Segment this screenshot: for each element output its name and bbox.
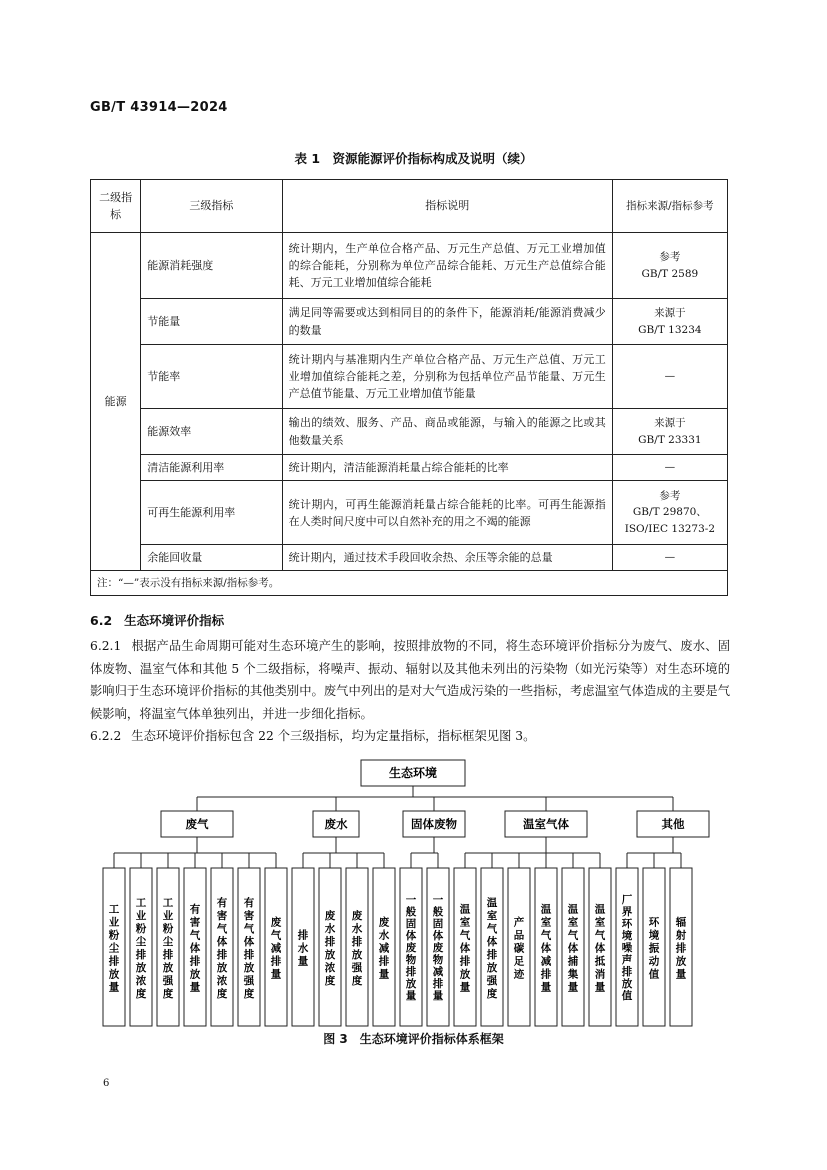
leaf-node-label: 有害气体排放量	[189, 903, 201, 994]
category-node-label: 废气	[185, 817, 209, 831]
category-node-label: 固体废物	[411, 817, 457, 831]
table-row	[91, 481, 728, 545]
indicator-desc: 统计期内与基准期内生产单位合格产品、万元生产总值、万元工业增加值综合能耗之差，分别称为包括单位产品节能量、万元生产总值节能量、万元工业增加值节能量	[282, 345, 612, 409]
indicator-source: 来源于 GB/T 13234	[612, 299, 727, 345]
indicator-name: 清洁能源利用率	[141, 455, 282, 481]
indicator-desc: 统计期内，通过技术手段回收余热、余压等余能的总量	[282, 545, 612, 571]
leaf-node-label: 有害气体排放浓度	[216, 897, 228, 1000]
indicator-name: 余能回收量	[141, 545, 282, 571]
leaf-node-label: 温室气体捕集量	[567, 903, 579, 994]
paragraph-6-2-1	[90, 635, 730, 725]
leaf-node-label: 工业粉尘排放量	[108, 903, 120, 994]
leaf-node-label: 温室气体减排量	[540, 903, 552, 994]
leaf-node-label: 环境振动值	[648, 916, 660, 981]
indicator-source: 来源于 GB/T 23331	[612, 409, 727, 455]
table-title: 表 1 资源能源评价指标构成及说明（续）	[294, 151, 533, 166]
indicator-name: 节能量	[141, 299, 282, 345]
category-node-label: 废水	[324, 817, 348, 831]
leaf-node-label: 排水量	[297, 929, 309, 968]
indicator-name: 可再生能源利用率	[141, 481, 282, 545]
table-row	[91, 545, 728, 571]
header-level3: 三级指标	[141, 180, 282, 233]
indicator-source: —	[612, 455, 727, 481]
paragraph-6-2-2	[90, 725, 730, 748]
leaf-node-label: 有害气体排放强度	[243, 897, 255, 1000]
category-node-label: 其他	[661, 817, 685, 831]
indicator-source: —	[612, 545, 727, 571]
table-row	[91, 345, 728, 409]
leaf-node-label: 温室气体抵消量	[594, 903, 606, 994]
paragraph-number: 6.2.2	[90, 729, 122, 743]
indicator-desc: 统计期内，生产单位合格产品、万元生产总值、万元工业增加值的综合能耗，分别称为单位产品综合能耗、万元生产总值综合能耗、万元工业增加值综合能耗	[282, 233, 612, 299]
indicator-name: 能源消耗强度	[141, 233, 282, 299]
leaf-node-label: 废水减排量	[378, 916, 390, 981]
leaf-node-label: 辐射排放量	[675, 916, 687, 981]
figure-caption: 图 3 生态环境评价指标体系框架	[323, 1032, 504, 1046]
leaf-node-label: 废水排放强度	[351, 910, 363, 987]
indicator-desc: 满足同等需要或达到相同目的的条件下，能源消耗/能源消费减少的数量	[282, 299, 612, 345]
leaf-node-label: 厂界环境噪声排放值	[621, 894, 633, 1002]
paragraph-text: 根据产品生命周期可能对生态环境产生的影响，按照排放物的不同，将生态环境评价指标分为废气、废水、固体废物、温室气体和其他 5 个二级指标，将噪声、振动、辐射以及其他未列出的污染物（如光污染等）对生态环境的影响归于生态环境评价指标的其他类别中。废气中列出的是对大气造成污染的一些指标，考虑温室气体造成的主要是气候影响，将温室气体单独列出，并进一步细化指标。	[90, 639, 730, 721]
indicator-desc: 统计期内，可再生能源消耗量占综合能耗的比率。可再生能源指在人类时间尺度中可以自然补充的用之不竭的能源	[282, 481, 612, 545]
indicator-desc: 输出的绩效、服务、产品、商品或能源，与输入的能源之比或其他数量关系	[282, 409, 612, 455]
table-row	[91, 455, 728, 481]
framework-diagram	[0, 750, 827, 1030]
table-row	[91, 299, 728, 345]
leaf-node-label: 工业粉尘排放浓度	[135, 897, 147, 1000]
section-title: 生态环境评价指标	[124, 613, 225, 628]
table-note: 注：“—”表示没有指标来源/指标参考。	[91, 571, 728, 596]
page-number: 6	[103, 1078, 110, 1089]
table-row	[91, 233, 728, 299]
indicator-source: —	[612, 345, 727, 409]
indicator-name: 能源效率	[141, 409, 282, 455]
table-header-row	[91, 180, 728, 233]
leaf-node-label: 一般固体废物减排量	[432, 894, 444, 1002]
section-heading	[90, 611, 224, 629]
indicator-source: 参考 GB/T 29870、 ISO/IEC 13273-2	[612, 481, 727, 545]
group-label: 能源	[91, 233, 141, 571]
indicator-desc: 统计期内，清洁能源消耗量占综合能耗的比率	[282, 455, 612, 481]
table-note-row	[91, 571, 728, 596]
indicator-source: 参考 GB/T 2589	[612, 233, 727, 299]
header-level2: 二级指标	[91, 180, 141, 233]
leaf-node-label: 温室气体排放量	[459, 903, 471, 994]
paragraph-text: 生态环境评价指标包含 22 个三级指标，均为定量指标，指标框架见图 3。	[131, 729, 536, 743]
indicator-name: 节能率	[141, 345, 282, 409]
header-desc: 指标说明	[282, 180, 612, 233]
header-source: 指标来源/指标参考	[612, 180, 727, 233]
leaf-node-label: 废水排放浓度	[324, 910, 336, 987]
root-node-label: 生态环境	[388, 766, 438, 780]
paragraph-number: 6.2.1	[90, 639, 122, 653]
table-row	[91, 409, 728, 455]
standard-code: GB/T 43914—2024	[90, 100, 228, 115]
section-number: 6.2	[90, 613, 113, 628]
indicator-table	[90, 179, 728, 596]
leaf-node-label: 产品碳足迹	[513, 916, 525, 981]
category-node-label: 温室气体	[523, 817, 569, 831]
leaf-node-label: 废气减排量	[270, 916, 282, 981]
leaf-node-label: 一般固体废物排放量	[405, 894, 417, 1002]
leaf-node-label: 温室气体排放强度	[486, 897, 498, 1000]
leaf-node-label: 工业粉尘排放强度	[162, 897, 174, 1000]
